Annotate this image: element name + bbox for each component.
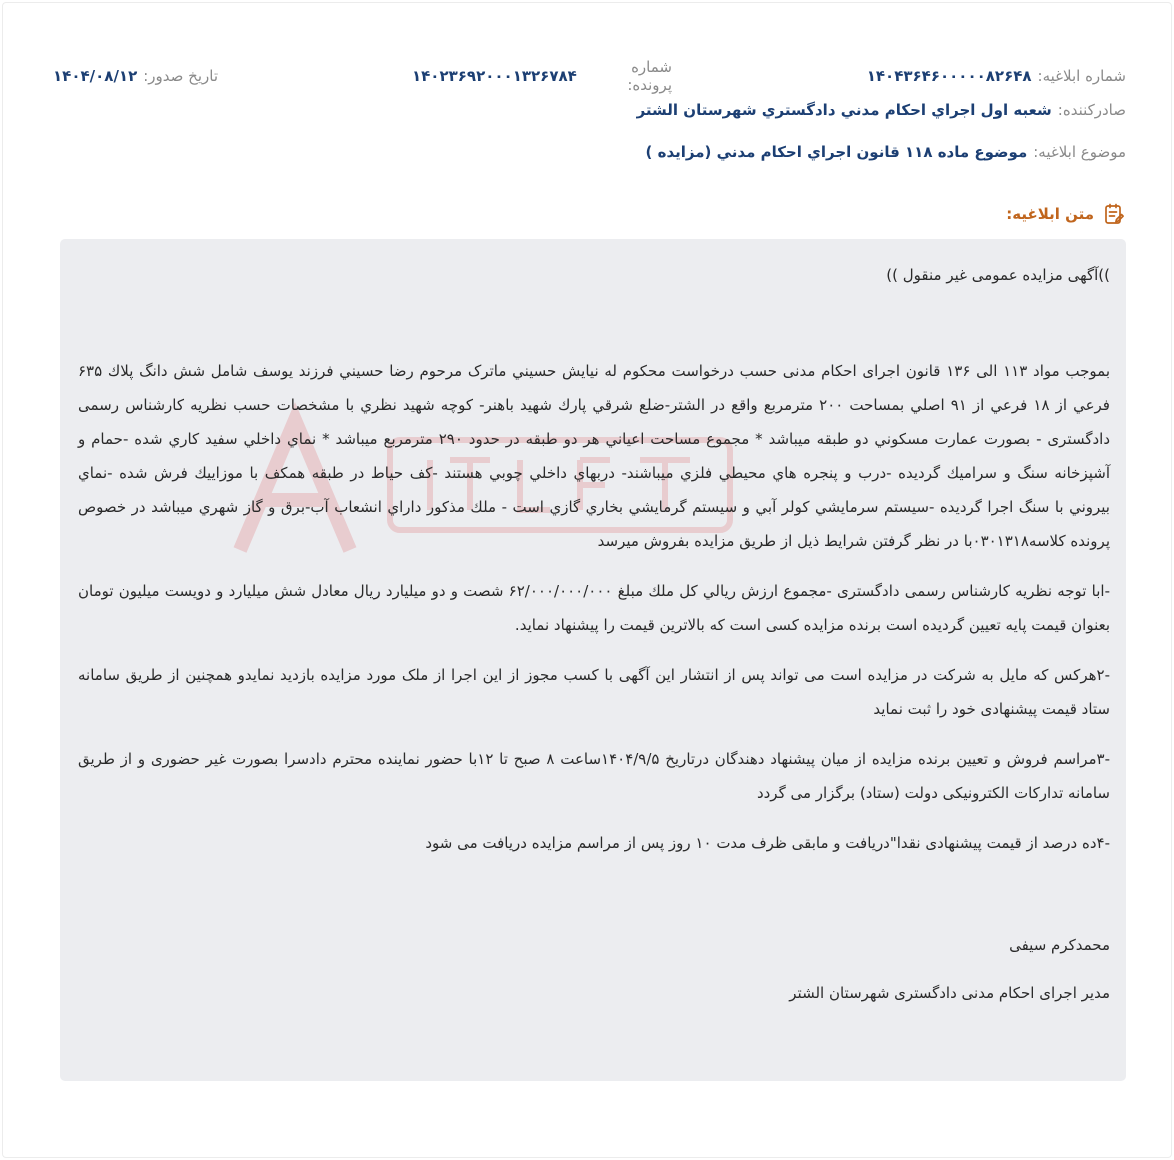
issuer-value: شعبه اول اجراي احکام مدني دادگستري شهرستان الشتر [636, 101, 1052, 119]
issuer-label: صادرکننده: [1057, 101, 1126, 119]
notice-paragraph-1: بموجب مواد ۱۱۳ الی ۱۳۶ قانون اجرای احکام مدنی حسب درخواست محکوم له نيايش حسيني ماترک مرحوم رضا حسيني فرزند يوسف شامل شش دانگ پلاك ۶۳۵ فرعي از ۱۸ فرعي از ۹۱ اصلي بمساحت ۲۰۰ مترمربع واقع در الشتر-ضلع شرقي پارك شهيد باهنر- كوچه شهيد نظري با مشخصات حسب نظريه كارشناس رسمی دادگستری - بصورت عمارت مسكوني دو طبقه ميباشد * مجموع مساحت اعياني هر دو طبقه در حدود ۲۹۰ مترمربع ميباشد * نماي داخلي سفيد كاري شده -حمام و آشپزخانه سنگ و سراميك گرديده -درب و پنجره هاي محيطي فلزي ميباشند- دربهاي داخلي چوبي هستند -كف حياط در طبقه همكف با موزاييك فرش شده -نماي بيروني با سنگ اجرا گرديده -سيستم سرمايشي كولر آبي و سيستم گرمايشي بخاري گازي است - ملك مذكور داراي انشعاب آب-برق و گاز شهري ميباشد در خصوص پرونده كلاسه۰۳۰۱۳۱۸با در نظر گرفتن شرايط ذيل از طريق مزايده بفروش ميرسد [78, 362, 1111, 550]
meta-row-numbers [48, 58, 1126, 94]
notice-title: ))آگهی مزایده عمومی غیر منقول )) [886, 266, 1110, 284]
notice-content [78, 258, 1110, 1010]
notice-paragraph-2: -ابا توجه نظريه كارشناس رسمی دادگستری -مجموع ارزش ريالي كل ملك مبلغ ۶۲/۰۰۰/۰۰۰/۰۰۰ شصت و دو ميليارد ريال معادل شش ميليارد و دويست ميليون تومان بعنوان قیمت پایه تعیین گردیده است برنده مزایده کسی است که بالاترین قیمت را پیشنهاد نماید. [78, 582, 1110, 634]
case-number-field [412, 58, 672, 94]
subject-label: موضوع ابلاغیه: [1033, 143, 1126, 161]
issue-date-label: تاریخ صدور: [143, 67, 218, 85]
notice-paragraph-3: -۲هرکس که مایل به شرکت در مزایده است می تواند پس از انتشار این آگهی با کسب مجوز از این اجرا از ملک مورد مزایده بازدید نمایدو همچنین از طریق سامانه ستاد قیمت پیشنهادی خود را ثبت نماید [78, 666, 1110, 718]
notice-text-heading-label: متن ابلاغیه: [1006, 205, 1094, 223]
subject-value: موضوع ماده ۱۱۸ قانون اجراي احکام مدني (مزايده ) [645, 143, 1028, 161]
case-number-value: ۱۴۰۲۳۶۹۲۰۰۰۱۳۲۶۷۸۴ [412, 67, 577, 85]
note-edit-icon [1102, 202, 1126, 226]
notice-paragraph-5: -۴ده درصد از قیمت پیشنهادی نقدا"دریافت و مابقی ظرف مدت ۱۰ روز پس از مراسم مزایده دریافت می شود [425, 834, 1110, 852]
notice-paragraph-4: -۳مراسم فروش و تعیین برنده مزایده از میان پیشنهاد دهندگان درتاریخ ۱۴۰۴/۹/۵ساعت ۸ صبح تا ۱۲با حضور نماینده محترم دادسرا بصورت غیر حضوری و از طریق سامانه تدارکات الکترونیکی دولت (ستاد) برگزار می گردد [78, 750, 1110, 802]
notice-number-field [866, 67, 1126, 85]
signatory-name: محمدکرم سیفی [1009, 936, 1110, 954]
issue-date-field [48, 67, 218, 85]
notice-number-value: ۱۴۰۴۳۶۴۶۰۰۰۰۰۸۲۶۴۸ [866, 67, 1032, 85]
meta-row-subject [48, 143, 1126, 161]
case-number-label: شماره پرونده: [627, 58, 672, 94]
issue-date-value: ۱۴۰۴/۰۸/۱۲ [53, 67, 138, 85]
notice-number-label: شماره ابلاغیه: [1037, 67, 1126, 85]
signatory-title: مدیر اجرای احکام مدنی دادگستری شهرستان الشتر [789, 984, 1110, 1002]
meta-row-issuer [48, 101, 1126, 119]
notice-text-heading [1006, 202, 1126, 226]
